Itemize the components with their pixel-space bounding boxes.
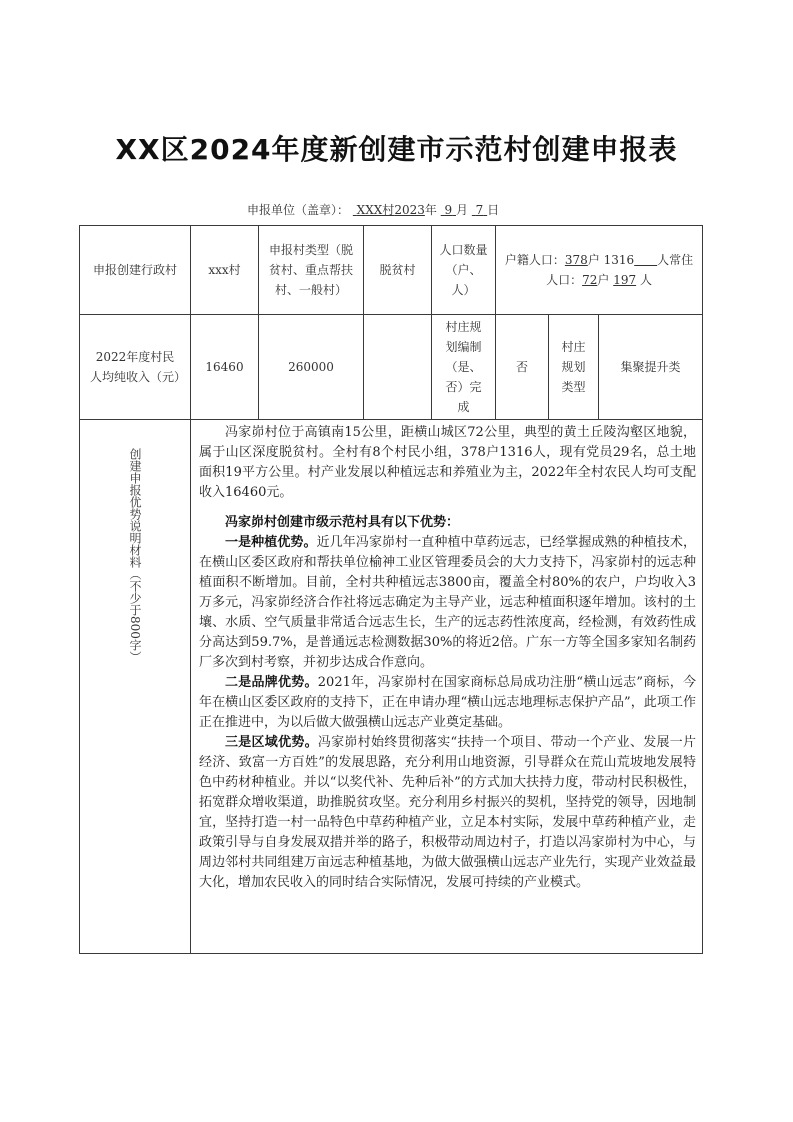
applicant-line bbox=[247, 201, 499, 218]
village-value: xxx村 bbox=[191, 226, 259, 315]
application-table bbox=[79, 225, 703, 954]
extra-value: 260000 bbox=[259, 315, 364, 420]
applicant-label: 申报单位（盖章）： bbox=[247, 203, 350, 217]
document-title: XX区2024年度新创建市示范村创建申报表 bbox=[115, 133, 678, 166]
applicant-month: 9 bbox=[444, 203, 453, 217]
empty-cell bbox=[364, 315, 432, 420]
materials-label-vertical: 创建申报优势说明材料（不少于800字） bbox=[128, 448, 142, 663]
applicant-day: 7 bbox=[475, 203, 484, 217]
plan-type-label: 村庄规划类型 bbox=[549, 315, 599, 420]
intro-paragraph: 冯家峁村位于高镇南15公里，距横山城区72公里，典型的黄土丘陵沟壑区地貌，属于山区深度脱贫村。全村有8个村民小组，378户1316人，现有党员29名，总土地面积19平方公里。村产业发展以种植远志和养殖业为主，2022年全村农民人均可支配收入16460元。 bbox=[199, 425, 697, 500]
plan-label: 村庄规划编制（是、否）完成 bbox=[432, 315, 496, 420]
materials-side-label bbox=[80, 420, 191, 954]
village-type-label: 申报村类型（脱贫村、重点帮扶村、一般村） bbox=[259, 226, 364, 315]
village-type-value: 脱贫村 bbox=[364, 226, 432, 315]
year-unit: 年 bbox=[424, 203, 437, 217]
plan-type-value: 集聚提升类 bbox=[599, 315, 703, 420]
advantage-planting: 一是种植优势。近几年冯家峁村一直种植中草药远志，已经掌握成熟的种植技术，在横山区委区政府和帮扶单位榆神工业区管理委员会的大力支持下，冯家峁村的远志种植面积不断增加。目前，全村共种植远志3800亩，覆盖全村80%的农户，户均收入3万多元，冯家峁经济合作社将远志确定为主导产业，远志种植面积逐年增加。该村的土壤、水质、空气质量非常适合远志生长，生产的远志药性浓度高，经检测，有效药性成分高达到59.7%，是普通远志检测数据30%的将近2倍。广东一方等全国多家知名制药厂多次到村考察，并初步达成合作意向。 bbox=[199, 535, 697, 670]
village-label: 申报创建行政村 bbox=[80, 226, 191, 315]
materials-content bbox=[191, 420, 703, 954]
advantage-brand: 二是品牌优势。2021年，冯家峁村在国家商标总局成功注册“横山远志”商标，今年在横山区委区政府的支持下，正在申请办理“横山远志地理标志保护产品”，此项工作正在推进中，为以后做大做强横山远志产业奠定基础。 bbox=[199, 675, 697, 730]
population-label: 人口数量（户、人） bbox=[432, 226, 496, 315]
advantage-region: 三是区域优势。冯家峁村始终贯彻落实“扶持一个项目、带动一个产业、发展一片经济、致富一方百姓”的发展思路，充分利用山地资源，引导群众在荒山荒坡地发展特色中药材种植业。并以“以奖代补、先种后补”的方式加大扶持力度，带动村民积极性，拓宽群众增收渠道，助推脱贫攻坚。充分利用乡村振兴的契机，坚持党的领导，因地制宜，坚持打造一村一品特色中草药种植产业，立足本村实际，发展中草药种植产业，走政策引导与自身发展双措并举的路子，积极带动周边村子，打造以冯家峁村为中心，与周边邻村共同组建万亩远志种植基地，为做大做强横山远志产业先行，实现产业效益最大化，增加农民收入的同时结合实际情况，发展可持续的产业模式。 bbox=[199, 735, 697, 890]
month-unit: 月 bbox=[456, 203, 469, 217]
applicant-unit: XXX村2023 bbox=[356, 203, 425, 217]
day-unit: 日 bbox=[487, 203, 500, 217]
population-value: 户籍人口：378户 1316 人常住人口：72户 197 人 bbox=[496, 226, 703, 315]
plan-value: 否 bbox=[496, 315, 549, 420]
advantages-heading: 冯家峁村创建市级示范村具有以下优势： bbox=[225, 515, 460, 530]
income-value: 16460 bbox=[191, 315, 259, 420]
row-income-info bbox=[80, 315, 703, 420]
row-materials bbox=[80, 420, 703, 954]
income-label: 2022年度村民人均纯收入（元） bbox=[80, 315, 191, 420]
row-village-info bbox=[80, 226, 703, 315]
